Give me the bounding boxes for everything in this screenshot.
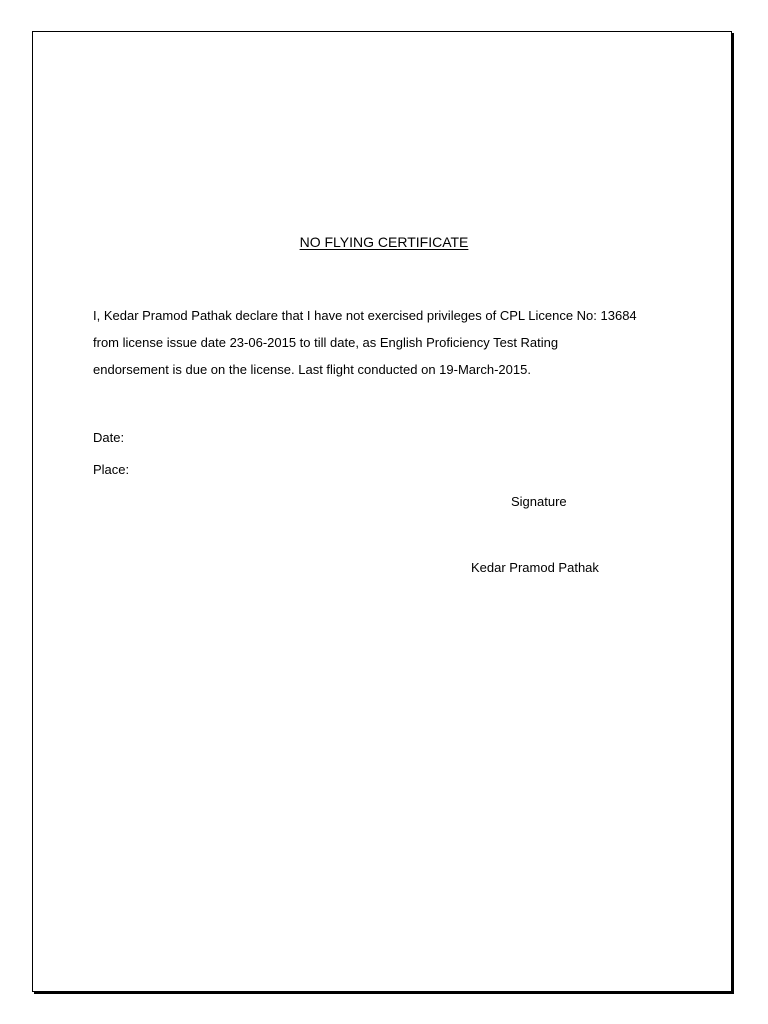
date-label: Date: <box>93 430 125 445</box>
declaration-line: from license issue date 23-06-2015 to till date, as English Proficiency Test Rating <box>93 335 559 350</box>
declaration-line: I, Kedar Pramod Pathak declare that I have not exercised privileges of CPL Licence No: 13684 <box>93 308 637 323</box>
declaration-line: endorsement is due on the license. Last flight conducted on 19-March-2015. <box>93 362 531 377</box>
certificate-title-container <box>0 233 768 251</box>
signer-name: Kedar Pramod Pathak <box>471 560 599 575</box>
place-label: Place: <box>93 462 130 477</box>
certificate-title: NO FLYING CERTIFICATE <box>299 234 469 250</box>
page-border <box>32 31 732 992</box>
signature-label: Signature <box>511 494 567 509</box>
declaration-paragraph <box>93 302 703 383</box>
